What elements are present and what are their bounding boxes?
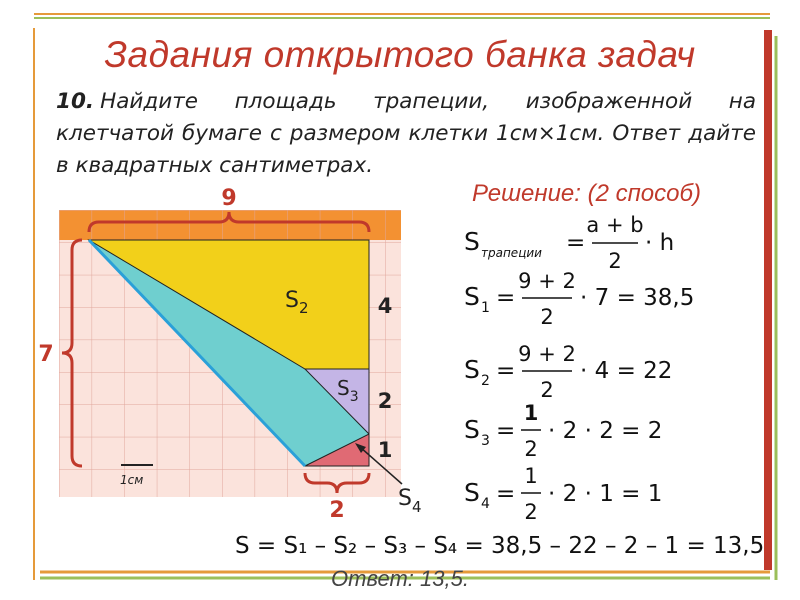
svg-text:9 + 2: 9 + 2 [518, 342, 576, 366]
svg-text:=: = [496, 358, 516, 384]
problem-text: Найдите площадь трапеции, изображенной на клетчатой бумаге с размером клетки 1см×1см. Ответ дайте в квадратных сантиметрах. [56, 89, 756, 178]
label-s2: $S_2$ [285, 288, 309, 317]
formula-trapezoid [464, 213, 674, 273]
svg-text:2: 2 [481, 373, 490, 389]
svg-text:a + b: a + b [586, 213, 644, 237]
svg-text:S: S [464, 478, 480, 507]
svg-text:2: 2 [524, 437, 538, 461]
svg-text:=: = [496, 418, 516, 444]
svg-text:· 2 · 1 = 1: · 2 · 1 = 1 [548, 481, 663, 507]
formula-s3 [464, 401, 662, 461]
formula-s2 [464, 342, 672, 402]
svg-text:S: S [464, 282, 480, 311]
svg-text:1: 1 [523, 401, 539, 425]
svg-text:9 + 2: 9 + 2 [518, 269, 576, 293]
label-s4: $S_4$ [398, 486, 422, 516]
svg-text:· h: · h [645, 230, 675, 256]
svg-text:2: 2 [540, 305, 554, 329]
svg-text:1: 1 [481, 300, 490, 316]
formula-s1 [464, 269, 694, 329]
slide-title: Задания открытого банка задач [104, 34, 696, 75]
svg-text:S: S [464, 355, 480, 384]
svg-text:=: = [496, 285, 516, 311]
svg-text:· 2 · 2 = 2: · 2 · 2 = 2 [548, 418, 663, 444]
svg-text:4: 4 [481, 496, 490, 512]
label-top: 9 [221, 186, 237, 211]
solution-title: Решение: (2 способ) [472, 180, 701, 207]
svg-text:2: 2 [608, 249, 622, 273]
svg-text:2: 2 [540, 378, 554, 402]
problem-number: 10. [56, 89, 95, 114]
label-bottom: 2 [329, 498, 345, 523]
svg-text:2: 2 [524, 500, 538, 524]
svg-text:=: = [496, 481, 516, 507]
label-right-1: 1 [377, 438, 393, 462]
label-right-4: 4 [377, 294, 393, 318]
svg-text:· 4 = 22: · 4 = 22 [580, 358, 673, 384]
label-s3: $S_3$ [337, 376, 359, 405]
formula-total: S = S₁ – S₂ – S₃ – S₄ = 38,5 – 22 – 2 – 1 = 13,5 [235, 533, 765, 559]
svg-text:S: S [464, 415, 480, 444]
svg-text:1: 1 [524, 464, 538, 488]
svg-text:S: S [464, 227, 480, 256]
svg-text:· 7 = 38,5: · 7 = 38,5 [580, 285, 695, 311]
label-right-2: 2 [377, 389, 393, 413]
svg-text:трапеции: трапеции [481, 246, 542, 260]
formula-s4 [464, 464, 662, 524]
scale-label: 1см [120, 473, 144, 487]
svg-text:3: 3 [481, 433, 490, 449]
label-left: 7 [38, 342, 54, 367]
svg-text:=: = [566, 230, 586, 256]
answer: Ответ: 13,5. [331, 566, 469, 591]
